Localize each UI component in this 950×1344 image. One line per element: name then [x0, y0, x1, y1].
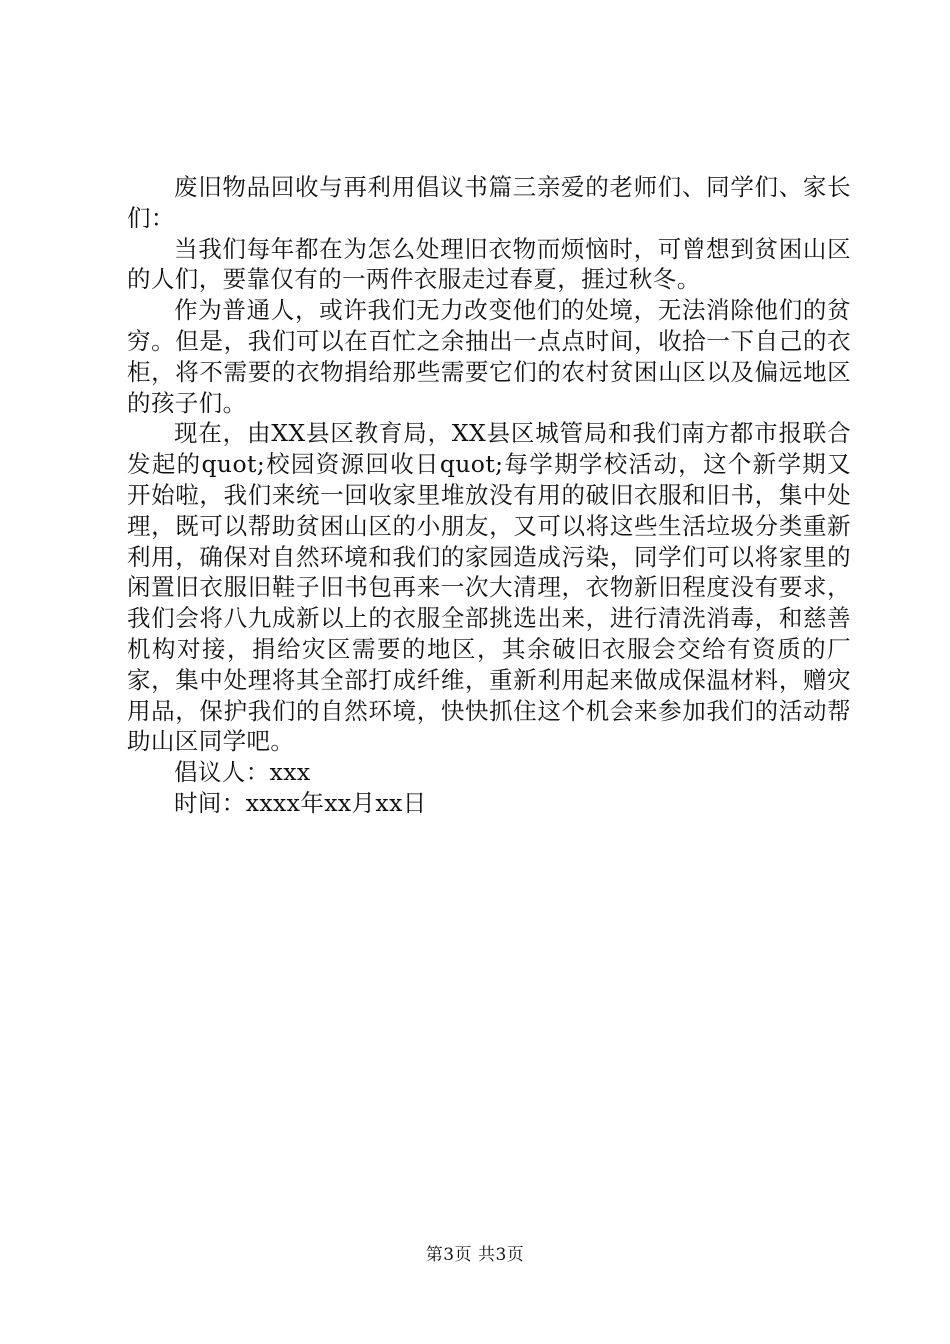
paragraph-activity: 现在，由XX县区教育局，XX县区城管局和我们南方都市报联合发起的quot;校园资源回收日quot;每学期学校活动，这个新学期又开始啦，我们来统一回收家里堆放没有用的破旧衣服和旧书，集中处理，既可以帮助贫困山区的小朋友，又可以将这些生活垃圾分类重新利用，确保对自然环境和我们的家园造成污染，同学们可以将家里的闲置旧衣服旧鞋子旧书包再来一次大清理，衣物新旧程度没有要求，我们会将八九成新以上的衣服全部挑选出来，进行清洗消毒，和慈善机构对接，捐给灾区需要的地区，其余破旧衣服会交给有资质的厂家，集中处理将其全部打成纤维，重新利用起来做成保温材料，赠灾用品，保护我们的自然环境，快快抓住这个机会来参加我们的活动帮助山区同学吧。 — [127, 419, 851, 756]
paragraph-appeal: 作为普通人，或许我们无力改变他们的处境，无法消除他们的贫穷。但是，我们可以在百忙之余抽出一点点时间，收拾一下自己的衣柜，将不需要的衣物捐给那些需要它们的农村贫困山区以及偏远地区的孩子们。 — [127, 296, 851, 417]
document-body — [127, 172, 851, 819]
page-footer: 第3页 共3页 — [425, 1245, 525, 1265]
paragraph-intro: 当我们每年都在为怎么处理旧衣物而烦恼时，可曾想到贫困山区的人们，要靠仅有的一两件衣服走过春夏，捱过秋冬。 — [127, 234, 851, 294]
paragraph-title-greeting: 废旧物品回收与再利用倡议书篇三亲爱的老师们、同学们、家长们： — [127, 173, 851, 232]
signature-initiator: 倡议人：xxx — [174, 758, 311, 787]
signature-date: 时间：xxxx年xx月xx日 — [174, 788, 427, 817]
